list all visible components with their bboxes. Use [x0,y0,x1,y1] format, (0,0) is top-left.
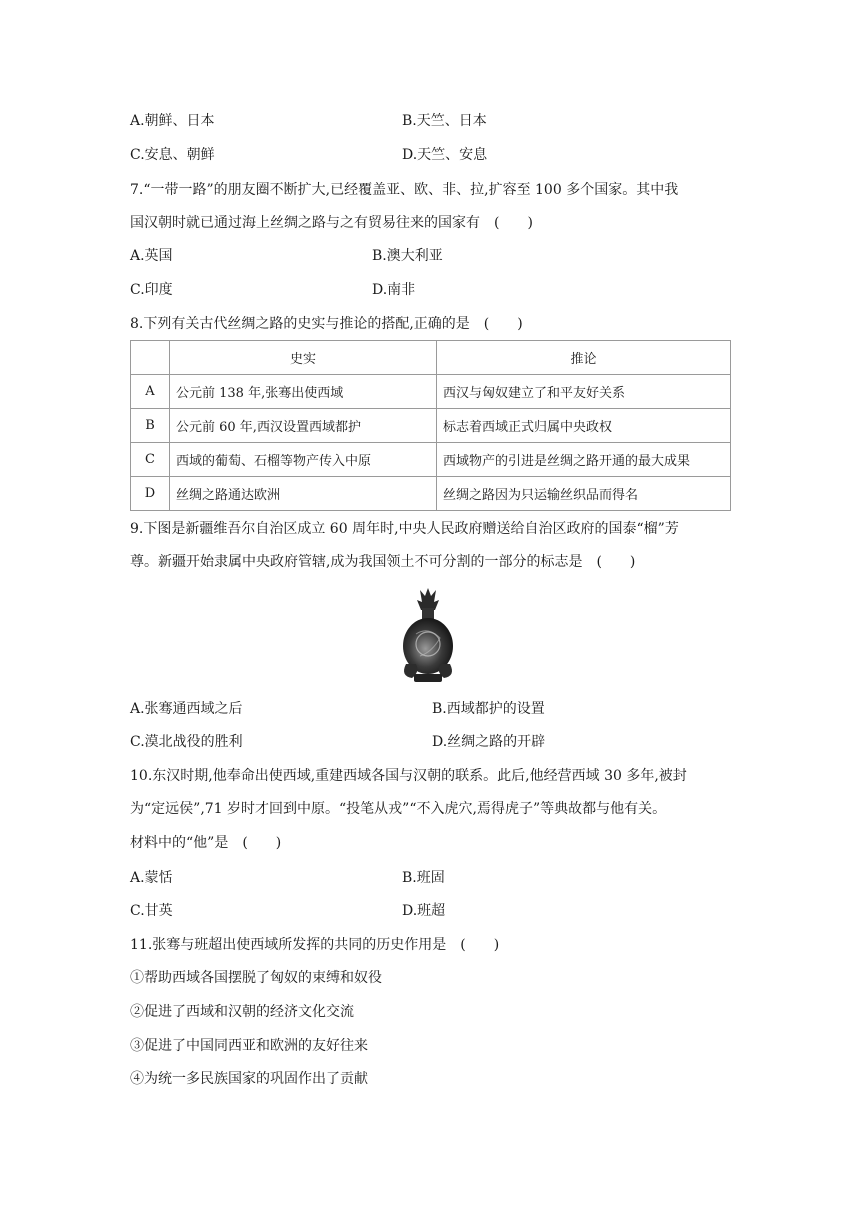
q7-option-b: B.澳大利亚 [372,248,443,264]
q10-option-c: C.甘英 [130,903,173,919]
row-inference: 丝绸之路因为只运输丝织品而得名 [437,477,731,511]
q6-option-b: B.天竺、日本 [402,113,487,129]
row-key: D [131,477,170,511]
table-row [131,477,731,511]
q6-option-c: C.安息、朝鲜 [130,147,215,163]
q10-option-b: B.班固 [402,870,445,886]
q10-stem-line1: 10.东汉时期,他奉命出使西域,重建西域各国与汉朝的联系。此后,他经营西域 30 多年,被封 [130,768,687,784]
q11-item-1: ①帮助西域各国摆脱了匈奴的束缚和奴役 [130,970,382,986]
q8-table [130,340,731,511]
row-inference: 标志着西域正式归属中央政权 [437,409,731,443]
row-inference: 西汉与匈奴建立了和平友好关系 [437,375,731,409]
table-header-key [131,341,170,375]
q7-option-c: C.印度 [130,282,173,298]
q11-item-4: ④为统一多民族国家的巩固作出了贡献 [130,1071,368,1087]
row-fact: 西域的葡萄、石榴等物产传入中原 [170,443,437,477]
q9-option-d: D.丝绸之路的开辟 [432,734,546,750]
table-header-row [131,341,731,375]
q7-stem-line1: 7.“一带一路”的朋友圈不断扩大,已经覆盖亚、欧、非、拉,扩容至 100 多个国家。其中我 [130,182,679,198]
row-inference: 西域物产的引进是丝绸之路开通的最大成果 [437,443,731,477]
q8-stem: 8.下列有关古代丝绸之路的史实与推论的搭配,正确的是 ( ) [130,316,523,332]
table-header-inference: 推论 [437,341,731,375]
q11-item-2: ②促进了西域和汉朝的经济文化交流 [130,1004,354,1020]
q7-option-d: D.南非 [372,282,416,298]
q10-stem-line3: 材料中的“他”是 ( ) [130,835,282,851]
q6-option-d: D.天竺、安息 [402,147,488,163]
table-row [131,443,731,477]
q11-item-3: ③促进了中国同西亚和欧洲的友好往来 [130,1038,368,1054]
table-row [131,375,731,409]
row-fact: 公元前 138 年,张骞出使西域 [170,375,437,409]
q9-stem-line1: 9.下图是新疆维吾尔自治区成立 60 周年时,中央人民政府赠送给自治区政府的国泰“榴”芳 [130,521,679,537]
row-key: C [131,443,170,477]
q9-option-a: A.张骞通西域之后 [130,701,243,717]
row-fact: 公元前 60 年,西汉设置西域都护 [170,409,437,443]
q6-option-a: A.朝鲜、日本 [130,113,215,129]
q9-option-b: B.西域都护的设置 [432,701,545,717]
table-header-fact: 史实 [170,341,437,375]
q9-stem-line2: 尊。新疆开始隶属中央政府管辖,成为我国领土不可分割的一部分的标志是 ( ) [130,554,636,570]
table-row [131,409,731,443]
row-fact: 丝绸之路通达欧洲 [170,477,437,511]
q10-option-a: A.蒙恬 [130,870,173,886]
q7-option-a: A.英国 [130,248,173,264]
vase-image [398,586,458,686]
q10-stem-line2: 为“定远侯”,71 岁时才回到中原。“投笔从戎”“不入虎穴,焉得虎子”等典故都与他有关。 [130,801,667,817]
row-key: B [131,409,170,443]
row-key: A [131,375,170,409]
q9-option-c: C.漠北战役的胜利 [130,734,243,750]
q7-stem-line2: 国汉朝时就已通过海上丝绸之路与之有贸易往来的国家有 ( ) [130,215,533,231]
q11-stem: 11.张骞与班超出使西域所发挥的共同的历史作用是 ( ) [130,937,500,953]
q10-option-d: D.班超 [402,903,446,919]
